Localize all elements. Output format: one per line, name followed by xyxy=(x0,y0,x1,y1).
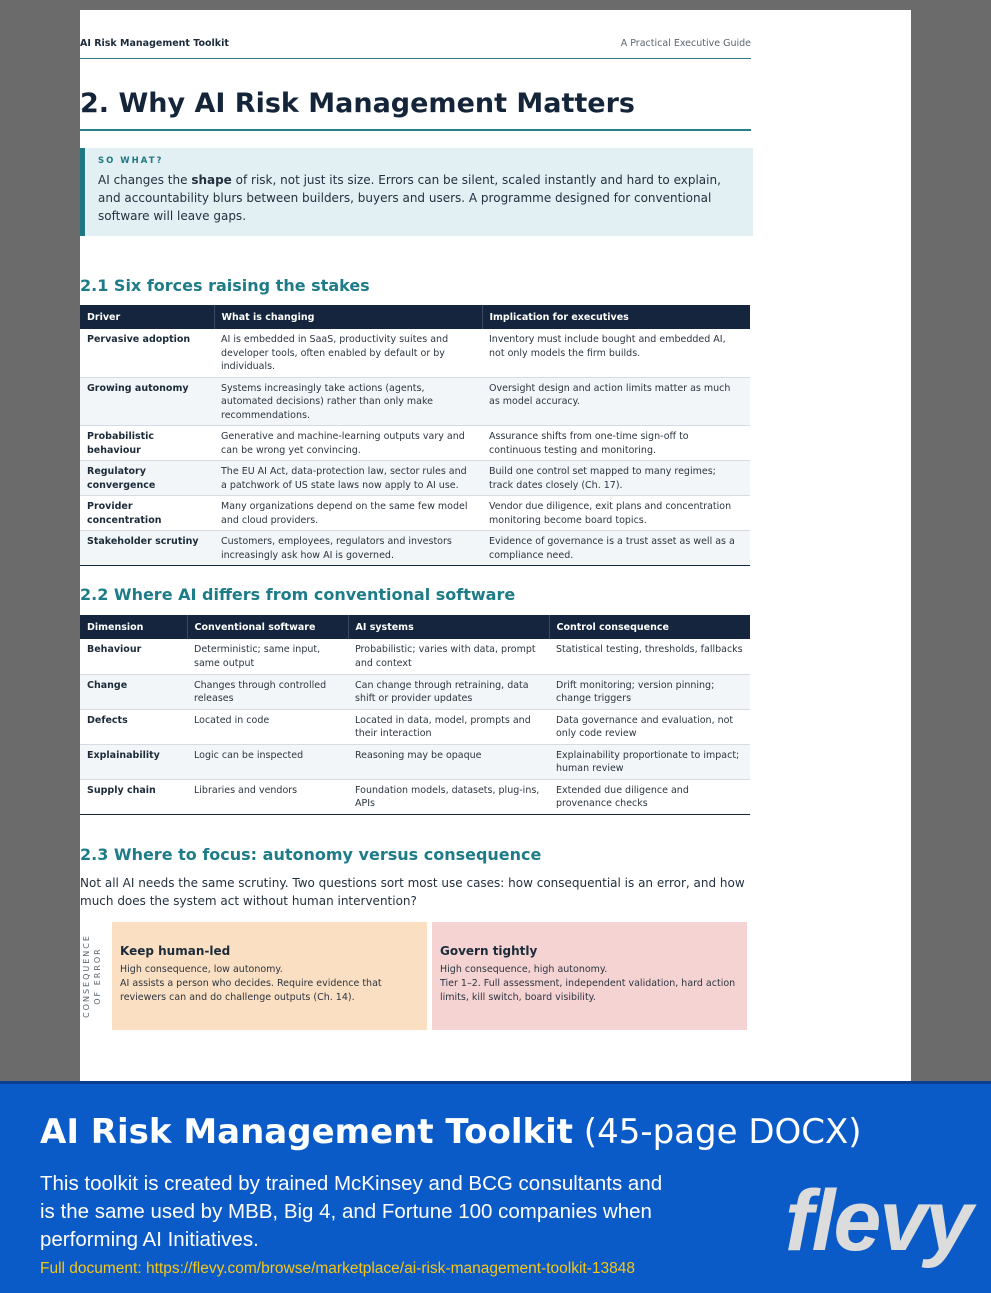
quadrant-govern-tightly xyxy=(432,922,747,1030)
table-cell: Libraries and vendors xyxy=(187,779,348,814)
banner-description: This toolkit is created by trained McKinsey and BCG consultants and is the same used by MBB, Big 4, and Fortune 100 companies when performing AI Initiatives. xyxy=(40,1172,663,1251)
table-cell: Probabilistic; varies with data, prompt and context xyxy=(348,639,549,674)
table-row xyxy=(80,779,750,814)
callout-text-part: of risk, not just its size. Errors can be silent, scaled instantly and hard to explain, and accountability blurs between builders, buyers and users. A programme designed for conventional software will leave gaps. xyxy=(98,173,721,223)
running-header-subtitle: A Practical Executive Guide xyxy=(620,38,751,49)
column-header: Dimension xyxy=(80,615,187,639)
table-cell: Changes through controlled releases xyxy=(187,674,348,709)
column-header: Conventional software xyxy=(187,615,348,639)
table-cell: Deterministic; same input, same output xyxy=(187,639,348,674)
document-link[interactable]: Full document: https://flevy.com/browse/marketplace/ai-risk-management-toolkit-13848 xyxy=(40,1260,635,1277)
table-cell: The EU AI Act, data-protection law, sector rules and a patchwork of US state laws now apply to AI use. xyxy=(214,461,482,496)
differences-table xyxy=(80,615,750,815)
callout-kicker: SO WHAT? xyxy=(98,156,164,166)
y-axis-label-line: CONSEQUENCE xyxy=(82,934,91,1018)
table-cell: Regulatory convergence xyxy=(80,461,214,496)
column-header: Control consequence xyxy=(549,615,750,639)
column-header: AI systems xyxy=(348,615,549,639)
table-cell: Data governance and evaluation, not only code review xyxy=(549,709,750,744)
section-heading-2-2: 2.2 Where AI differs from conventional software xyxy=(80,585,516,604)
y-axis-label-line: OF ERROR xyxy=(93,947,102,1005)
table-cell: Located in code xyxy=(187,709,348,744)
table-cell: Vendor due diligence, exit plans and concentration monitoring become board topics. xyxy=(482,496,750,531)
table-cell: Change xyxy=(80,674,187,709)
table-cell: Generative and machine-learning outputs vary and can be wrong yet convincing. xyxy=(214,426,482,461)
page-title: 2. Why AI Risk Management Matters xyxy=(80,88,751,131)
table-cell: Assurance shifts from one-time sign-off to continuous testing and monitoring. xyxy=(482,426,750,461)
table-cell: Probabilistic behaviour xyxy=(80,426,214,461)
quadrant-line: High consequence, high autonomy. xyxy=(440,964,608,975)
banner-title-bold: AI Risk Management Toolkit xyxy=(40,1112,573,1152)
table-cell: Located in data, model, prompts and their interaction xyxy=(348,709,549,744)
table-row xyxy=(80,377,750,426)
callout-text xyxy=(98,171,739,225)
table-cell: Extended due diligence and provenance checks xyxy=(549,779,750,814)
promo-banner xyxy=(0,1081,991,1293)
table-cell: Reasoning may be opaque xyxy=(348,744,549,779)
quadrant-line: High consequence, low autonomy. xyxy=(120,964,283,975)
column-header: Driver xyxy=(80,305,214,329)
table-row xyxy=(80,674,750,709)
table-cell: Growing autonomy xyxy=(80,377,214,426)
table-row xyxy=(80,461,750,496)
table-cell: Drift monitoring; version pinning; change triggers xyxy=(549,674,750,709)
banner-title-suffix: (45-page DOCX) xyxy=(573,1112,862,1152)
table-cell: Explainability proportionate to impact; human review xyxy=(549,744,750,779)
forces-table xyxy=(80,305,750,566)
table-cell: Foundation models, datasets, plug-ins, APIs xyxy=(348,779,549,814)
table-row xyxy=(80,531,750,566)
table-cell: Systems increasingly take actions (agents, automated decisions) rather than only make recommendations. xyxy=(214,377,482,426)
table-row xyxy=(80,639,750,674)
section-heading-2-1: 2.1 Six forces raising the stakes xyxy=(80,276,370,295)
table-cell: Evidence of governance is a trust asset as well as a compliance need. xyxy=(482,531,750,566)
table-row xyxy=(80,709,750,744)
table-cell: Behaviour xyxy=(80,639,187,674)
quadrant-description: Tier 1–2. Full assessment, independent validation, hard action limits, kill switch, board visibility. xyxy=(440,978,736,1003)
flevy-logo: flevy xyxy=(785,1173,972,1269)
y-axis-label xyxy=(82,922,102,1030)
table-cell: Can change through retraining, data shift or provider updates xyxy=(348,674,549,709)
table-cell: Customers, employees, regulators and investors increasingly ask how AI is governed. xyxy=(214,531,482,566)
callout-text-part: AI changes the xyxy=(98,173,192,187)
table-cell: Logic can be inspected xyxy=(187,744,348,779)
table-cell: Provider concentration xyxy=(80,496,214,531)
table-cell: Supply chain xyxy=(80,779,187,814)
banner-title xyxy=(40,1112,862,1152)
table-cell: Many organizations depend on the same few model and cloud providers. xyxy=(214,496,482,531)
quadrant-description: AI assists a person who decides. Require evidence that reviewers can and do challenge outputs (Ch. 14). xyxy=(120,978,382,1003)
table-cell: Inventory must include bought and embedded AI, not only models the firm builds. xyxy=(482,329,750,377)
table-cell: Oversight design and action limits matter as much as model accuracy. xyxy=(482,377,750,426)
table-cell: Statistical testing, thresholds, fallbacks xyxy=(549,639,750,674)
so-what-callout xyxy=(80,148,753,236)
table-cell: Defects xyxy=(80,709,187,744)
running-header-title: AI Risk Management Toolkit xyxy=(80,38,229,49)
running-header xyxy=(80,38,751,59)
table-row xyxy=(80,329,750,377)
table-row xyxy=(80,426,750,461)
quadrant-keep-human-led xyxy=(112,922,427,1030)
table-row xyxy=(80,744,750,779)
table-cell: Pervasive adoption xyxy=(80,329,214,377)
section-paragraph: Not all AI needs the same scrutiny. Two questions sort most use cases: how consequential is an error, and how much does the system act without human intervention? xyxy=(80,876,745,908)
table-cell: Stakeholder scrutiny xyxy=(80,531,214,566)
table-cell: Build one control set mapped to many regimes; track dates closely (Ch. 17). xyxy=(482,461,750,496)
callout-emphasis: shape xyxy=(191,173,232,187)
table-cell: AI is embedded in SaaS, productivity suites and developer tools, often enabled by default or by individuals. xyxy=(214,329,482,377)
table-row xyxy=(80,496,750,531)
y-axis-label-text xyxy=(81,934,103,1018)
quadrant-title: Keep human-led xyxy=(120,944,231,958)
table-cell: Explainability xyxy=(80,744,187,779)
section-heading-2-3: 2.3 Where to focus: autonomy versus consequence xyxy=(80,845,542,864)
quadrant-title: Govern tightly xyxy=(440,944,538,958)
column-header: What is changing xyxy=(214,305,482,329)
column-header: Implication for executives xyxy=(482,305,750,329)
